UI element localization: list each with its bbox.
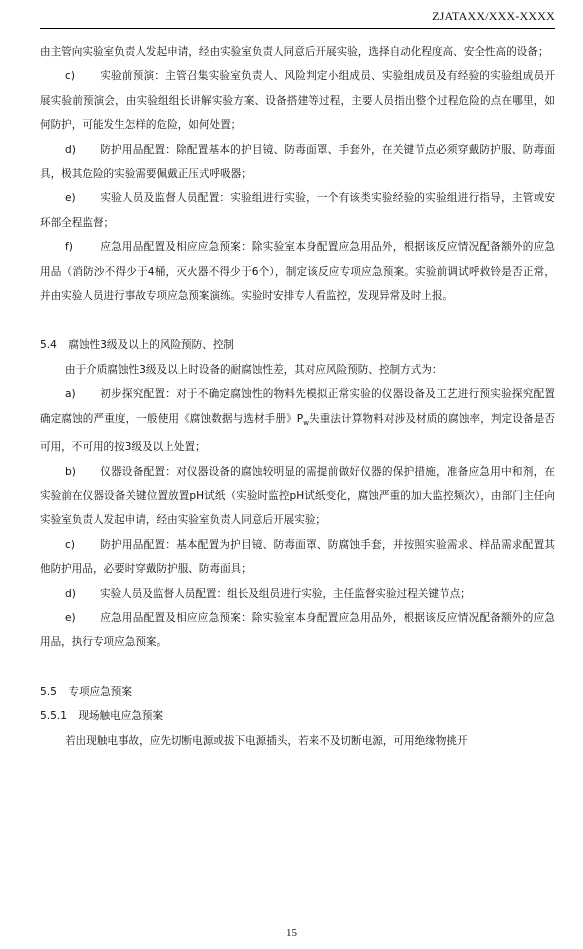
list-item-text: 实验前预演：主管召集实验室负责人、风险判定小组成员、实验组成员及有经验的实验组成员开展实验前预演会，由实验组组长讲解实验方案、设备搭建等过程，主要人员指出整个过程危险的点在哪里，如何防护，可能发生怎样的危险，如何处置； bbox=[40, 70, 555, 132]
list-item bbox=[40, 606, 555, 655]
list-item bbox=[40, 64, 555, 137]
list-item-text-cont: 失重法计算物料对涉及材质的腐蚀率，判定设备是否可用，不可用的按3级及以上处置； bbox=[40, 412, 556, 454]
list-item-text: 初步探究配置：对于不确定腐蚀性的物料先模拟正常实验的仪器设备及工艺进行预实验探究配置确定腐蚀的严重度，一般使用《腐蚀数据与选材手册》P bbox=[40, 388, 555, 425]
list-item-label: b) bbox=[65, 465, 76, 478]
list-item-text: 实验人员及监督人员配置：实验组进行实验，一个有该类实验经验的实验组进行指导，主管或安环部全程监督； bbox=[40, 192, 555, 229]
list-item-label: d) bbox=[65, 587, 76, 600]
section-title: 腐蚀性3级及以上的风险预防、控制 bbox=[68, 339, 235, 352]
list-item bbox=[40, 460, 555, 533]
list-item-label: e) bbox=[65, 192, 76, 205]
item-list-a bbox=[40, 64, 555, 308]
section-number: 5.5 bbox=[40, 685, 57, 698]
list-item-subscript: w bbox=[303, 418, 309, 427]
page-content bbox=[40, 40, 555, 753]
list-item-text: 防护用品配置：除配置基本的护目镜、防毒面罩、手套外，在关键节点必须穿戴防护服、防毒面具，极其危险的实验需要佩戴正压式呼吸器； bbox=[40, 143, 555, 181]
list-item-label: a) bbox=[65, 388, 76, 401]
list-item-text: 仪器设备配置：对仪器设备的腐蚀较明显的需提前做好仪器的保护措施，准备应急用中和剂，在实验前在仪器设备关键位置放置pH试纸（实验时监控pH试纸变化，腐蚀严重的加大监控频次），由部门主任向实验室负责人发起申请，经由实验室负责人同意后开展实验； bbox=[40, 465, 555, 527]
document-code-header: ZJATAXX/XXX-XXXX bbox=[432, 9, 555, 23]
section-number: 5.5.1 bbox=[40, 710, 67, 723]
section-number: 5.4 bbox=[40, 339, 57, 352]
list-item-label: e) bbox=[65, 612, 76, 625]
intro-paragraph: 由主管向实验室负责人发起申请，经由实验室负责人同意后开展实验，选择自动化程度高、安全性高的设备； bbox=[40, 46, 549, 58]
section-5-5-1-heading bbox=[40, 704, 555, 728]
section-title: 现场触电应急预案 bbox=[78, 710, 164, 723]
list-item-label: c) bbox=[65, 538, 75, 551]
list-item bbox=[40, 186, 555, 235]
page-number: 15 bbox=[286, 927, 297, 939]
section-5-5-heading bbox=[40, 680, 555, 704]
list-item-label: d) bbox=[65, 143, 76, 156]
list-item-label: c) bbox=[65, 70, 75, 83]
list-item-label: f) bbox=[65, 241, 73, 254]
list-item bbox=[40, 582, 555, 606]
section-5-4-heading bbox=[40, 333, 555, 357]
list-item bbox=[40, 382, 555, 459]
list-item-text: 实验人员及监督人员配置：组长及组员进行实验，主任监督实验过程关键节点； bbox=[100, 587, 471, 600]
list-item-text: 防护用品配置：基本配置为护目镜、防毒面罩、防腐蚀手套，并按照实验需求、样品需求配置其他防护用品，必要时穿戴防护服、防毒面具； bbox=[40, 538, 555, 576]
list-item-text: 应急用品配置及相应应急预案：除实验室本身配置应急用品外，根据该反应情况配备额外的应急用品，执行专项应急预案。 bbox=[40, 612, 555, 649]
item-list-5-4 bbox=[40, 460, 555, 655]
section-5-4-intro: 由于介质腐蚀性3级及以上时设备的耐腐蚀性差，其对应风险预防、控制方式为： bbox=[65, 363, 443, 376]
list-item bbox=[40, 138, 555, 187]
list-item bbox=[40, 533, 555, 582]
list-item-text: 应急用品配置及相应应急预案：除实验室本身配置应急用品外，根据该反应情况配备额外的应急用品（消防沙不得少于4桶，灭火器不得少于6个），制定该反应专项应急预案。实验前调试呼救铃是否正常，并由实验人员进行事故专项应急预案演练。实验时安排专人看监控，发现异常及时上报。 bbox=[40, 241, 555, 303]
list-item bbox=[40, 235, 555, 308]
section-5-5-1-text: 若出现触电事故，应先切断电源或拔下电源插头，若来不及切断电源，可用绝缘物挑开 bbox=[65, 734, 468, 747]
section-title: 专项应急预案 bbox=[68, 685, 132, 698]
header-rule bbox=[40, 28, 555, 29]
